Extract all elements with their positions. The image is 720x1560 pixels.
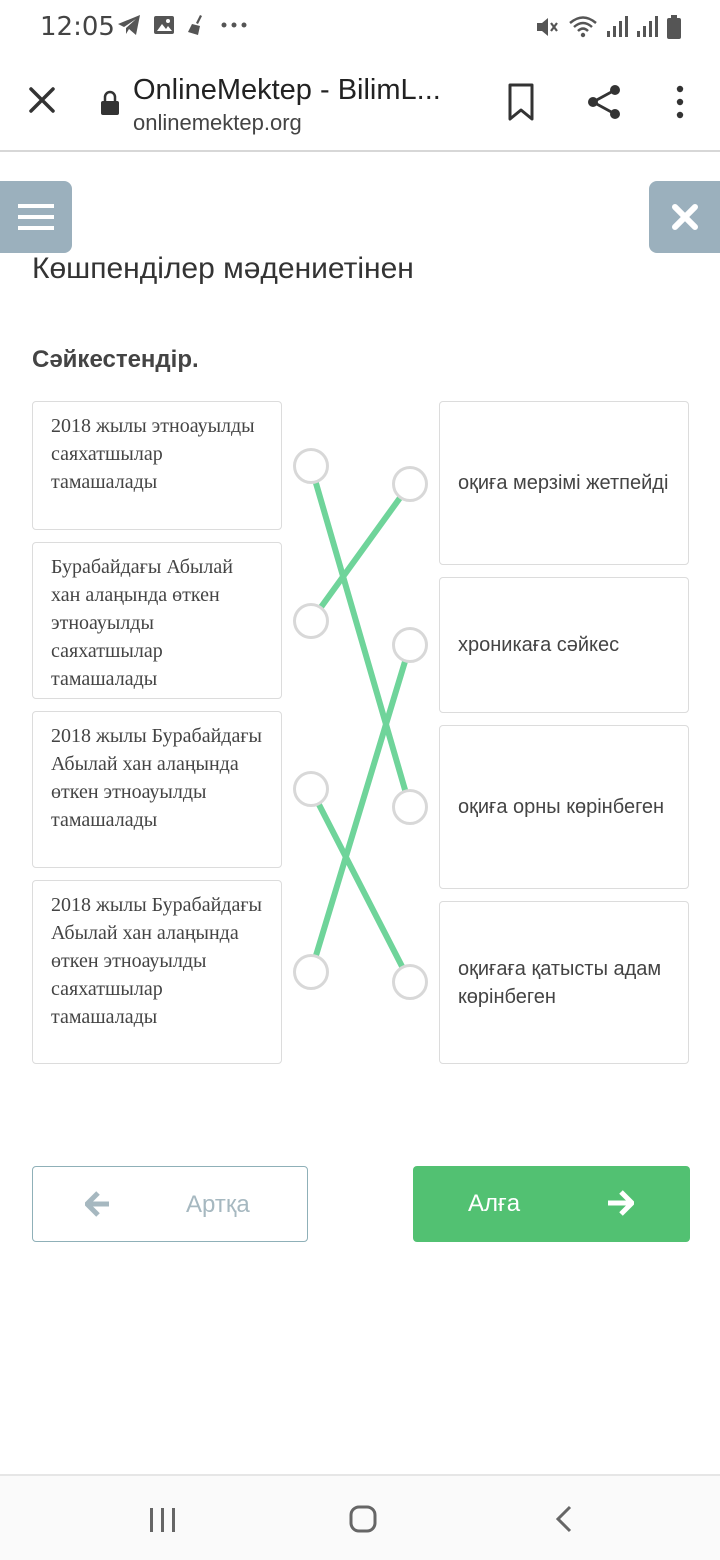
recent-apps-icon[interactable] bbox=[148, 1506, 178, 1534]
left-card-text: 2018 жылы Бурабайдағы Абылай хан алаңында өткен этноауылды саяхатшылар тамашалады bbox=[51, 894, 262, 1028]
share-icon[interactable] bbox=[584, 82, 624, 122]
back-button[interactable] bbox=[32, 1166, 308, 1242]
instruction-text: Сәйкестендір. bbox=[32, 346, 199, 373]
signal-icon bbox=[606, 15, 628, 39]
right-card-2[interactable] bbox=[439, 577, 689, 713]
right-card-4[interactable] bbox=[439, 901, 689, 1064]
signal-icon bbox=[636, 15, 658, 39]
status-bar bbox=[0, 0, 720, 56]
lesson-title: Көшпенділер мәдениетінен bbox=[32, 252, 414, 285]
mute-icon bbox=[534, 14, 560, 40]
close-icon bbox=[671, 203, 699, 231]
telegram-icon bbox=[116, 12, 142, 38]
status-time: 12:05 bbox=[40, 12, 115, 42]
broom-icon bbox=[186, 13, 210, 37]
left-card-text: Бурабайдағы Абылай хан алаңында өткен этноауылды саяхатшылар тамашалады bbox=[51, 556, 233, 690]
battery-icon bbox=[666, 14, 682, 40]
status-icons-left bbox=[116, 12, 248, 38]
browser-page-title[interactable]: OnlineMektep - BilimL... bbox=[133, 74, 441, 106]
lock-icon bbox=[100, 90, 120, 116]
close-lesson-button[interactable] bbox=[649, 181, 720, 253]
left-card-text: 2018 жылы этноауылды саяхатшылар тамашалады bbox=[51, 415, 255, 493]
left-card-1[interactable] bbox=[32, 401, 282, 530]
next-button-label: Алға bbox=[468, 1190, 521, 1217]
left-connector-dot[interactable] bbox=[293, 603, 329, 639]
next-button[interactable] bbox=[413, 1166, 690, 1242]
home-icon[interactable] bbox=[348, 1504, 378, 1534]
bookmark-icon[interactable] bbox=[504, 82, 538, 122]
arrow-left-icon bbox=[85, 1189, 111, 1219]
browser-toolbar bbox=[0, 56, 720, 152]
right-card-text: хроникаға сәйкес bbox=[458, 634, 620, 656]
right-connector-dot[interactable] bbox=[392, 466, 428, 502]
browser-url[interactable]: onlinemektep.org bbox=[133, 110, 302, 135]
left-connector-dot[interactable] bbox=[293, 954, 329, 990]
system-navigation-bar bbox=[0, 1474, 720, 1560]
more-vertical-icon[interactable] bbox=[664, 82, 696, 122]
right-card-text: оқиға орны көрінбеген bbox=[458, 796, 665, 818]
left-card-text: 2018 жылы Бурабайдағы Абылай хан алаңында өткен этноауылды тамашалады bbox=[51, 725, 262, 831]
right-card-text: оқиғаға қатысты адам көрінбеген bbox=[458, 957, 662, 1008]
right-connector-dot[interactable] bbox=[392, 789, 428, 825]
right-card-text: оқиға мерзімі жетпейді bbox=[458, 472, 669, 494]
wifi-icon bbox=[568, 14, 598, 40]
right-card-3[interactable] bbox=[439, 725, 689, 889]
left-connector-dot[interactable] bbox=[293, 448, 329, 484]
left-card-2[interactable] bbox=[32, 542, 282, 699]
right-connector-dot[interactable] bbox=[392, 627, 428, 663]
left-card-4[interactable] bbox=[32, 880, 282, 1064]
left-connector-dot[interactable] bbox=[293, 771, 329, 807]
close-icon[interactable] bbox=[22, 80, 62, 120]
status-icons-right bbox=[534, 14, 682, 40]
right-card-1[interactable] bbox=[439, 401, 689, 565]
connection-line bbox=[311, 484, 410, 621]
arrow-right-icon bbox=[606, 1188, 634, 1218]
left-card-3[interactable] bbox=[32, 711, 282, 868]
back-icon[interactable] bbox=[554, 1504, 574, 1534]
gallery-icon bbox=[152, 13, 176, 37]
menu-button[interactable] bbox=[0, 181, 72, 253]
back-button-label: Артқа bbox=[186, 1191, 250, 1218]
more-dots-icon bbox=[220, 13, 248, 37]
right-connector-dot[interactable] bbox=[392, 964, 428, 1000]
hamburger-icon bbox=[18, 202, 54, 232]
